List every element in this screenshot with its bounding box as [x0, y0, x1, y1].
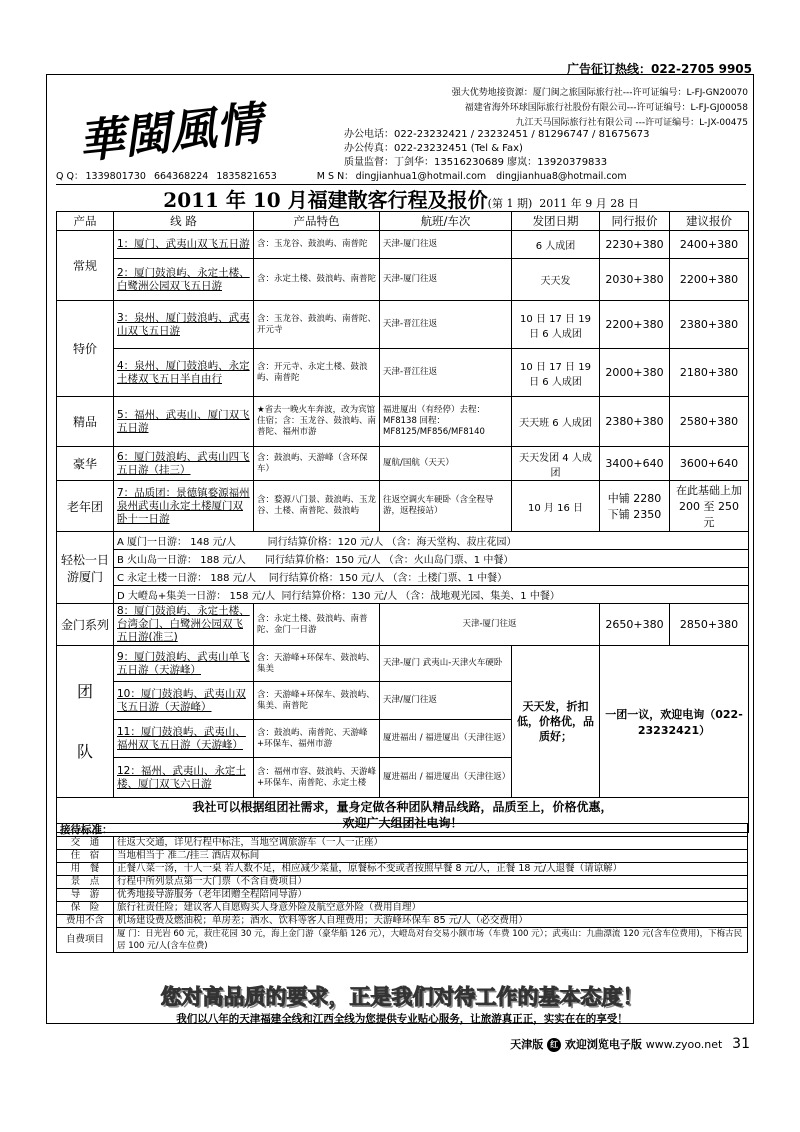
- page-footer: [470, 1036, 750, 1052]
- service-key: 交 通: [57, 837, 114, 850]
- route-cell: 12：福州、武夷山、永定土楼、厦门双飞六日游: [114, 758, 254, 798]
- feature-cell: 含：天游峰+环保车、鼓浪屿、集美: [254, 646, 380, 682]
- category-cell: [57, 646, 114, 798]
- group-label: 队: [76, 741, 93, 761]
- footer-site-link[interactable]: www.zyoo.net: [645, 1038, 723, 1051]
- service-key: 用 餐: [57, 863, 114, 876]
- service-key: 自费项目: [57, 928, 114, 953]
- col-header: 线 路: [114, 212, 254, 231]
- table-row: [57, 349, 749, 397]
- msn-label: M S N：: [316, 171, 354, 182]
- date-cell: 天天班 6 人成团: [512, 397, 600, 447]
- service-key: 费用不含: [57, 915, 114, 928]
- flight-cell: 厦进福出 / 福进厦出（天津往返）: [380, 758, 512, 798]
- page-title: [56, 184, 746, 213]
- peer-price: 中铺 2280 下铺 2350: [600, 481, 670, 532]
- brand-logo: [74, 92, 304, 172]
- category-cell: 精品: [57, 397, 114, 447]
- feature-cell: 含：福州市容、鼓浪屿、天游峰+环保车、南普陀、永定土楼: [254, 758, 380, 798]
- date-cell: 天天发团 4 人成团: [512, 447, 600, 481]
- footer-badge-icon: 红: [547, 1038, 561, 1052]
- route-cell: 4：泉州、厦门鼓浪屿、永定土楼双飞五日半自由行: [114, 349, 254, 397]
- service-value: 厦 门：日光岩 60 元，菽庄花园 30 元，海上金门游（豪华船 126 元），大嶝岛对台交易小额市场（车费 100 元）；武夷山：九曲漂流 120 元(含车位费用)，下梅古民居 100 元/人(含车位费): [114, 928, 748, 953]
- msn-address: dingjianhua8@hotmail.com: [496, 171, 627, 182]
- day-trip-name: C 永定土楼一日游：: [117, 573, 208, 584]
- ad-hotline: 广告征订热线：022-2705 9905: [566, 62, 752, 76]
- day-trip-row: [114, 586, 749, 604]
- day-trip-settle: 同行结算价格：150 元/人: [264, 555, 381, 566]
- table-row: [57, 397, 749, 447]
- col-header: 产品特色: [254, 212, 380, 231]
- day-trip-settle: 同行结算价格：130 元/人: [281, 591, 398, 602]
- service-row: [57, 863, 748, 876]
- day-trip-price: 158 元/人: [229, 591, 276, 602]
- route-cell: 7：品质团：景德镇婺源福州泉州武夷山永定土楼厦门双卧十一日游: [114, 481, 254, 532]
- flight-cell: 天津-晋江往返: [380, 301, 512, 349]
- day-trip-price: 188 元/人: [210, 573, 256, 584]
- col-header: 发团日期: [512, 212, 600, 231]
- qq-msn-row: [56, 168, 746, 185]
- service-key: 导 游: [57, 889, 114, 902]
- day-trip-name: A 厦门一日游：: [117, 537, 188, 548]
- footer-edition: 天津版: [510, 1038, 544, 1051]
- service-title: 接待标准：: [57, 824, 748, 837]
- qq-label: Q Q：: [56, 171, 84, 182]
- contact-label: 质量监督：: [344, 157, 394, 168]
- flight-cell: 厦航/国航（天天）: [380, 447, 512, 481]
- table-row: [57, 568, 749, 586]
- route-cell: 11：厦门鼓浪屿、武夷山、福州双飞五日游（天游峰）: [114, 720, 254, 758]
- route-cell: 10：厦门鼓浪屿、武夷山双飞五日游（天游峰）: [114, 682, 254, 720]
- service-value: 旅行社责任险；建议客人自愿购买人身意外险及航空意外险（费用自理）: [114, 902, 748, 915]
- category-cell: 轻松一日游厦门: [57, 532, 114, 604]
- suggest-price: 2180+380: [670, 349, 749, 397]
- office-fax: 022-23232451 (Tel & Fax): [394, 143, 523, 154]
- suggest-price: 2400+380: [670, 231, 749, 259]
- category-cell: 金门系列: [57, 604, 114, 646]
- service-value: 优秀地接导游服务（老年团赠全程陪同导游）: [114, 889, 748, 902]
- remark-line: 我社可以根据组团社需求，量身定做各种团队精品线路，品质至上，价格优惠，: [192, 800, 613, 814]
- agency-list: [358, 86, 748, 131]
- table-row: [57, 532, 749, 550]
- suggest-price: 2380+380: [670, 301, 749, 349]
- col-header: 建议报价: [670, 212, 749, 231]
- agency-line: 福建省海外环球国际旅行社股份有限公司---许可证编号：L-FJ-GJ00058: [464, 103, 748, 113]
- service-value: 正餐八菜一汤，十人一桌 若人数不足，相应减少菜量，原餐标不变或者按照早餐 8 元/人，正餐 18 元/人退餐（请谅解）: [114, 863, 748, 876]
- col-header: 产品: [57, 212, 114, 231]
- flight-cell: 天津-厦门往返: [380, 231, 512, 259]
- day-trip-settle: 同行结算价格：120 元/人: [267, 537, 384, 548]
- day-trip-incl: （含：海天堂构、菽庄花园）: [386, 537, 517, 548]
- flight-cell: 福进厦出（有经停）去程：MF8138 回程：MF8125/MF856/MF8140: [380, 397, 512, 447]
- col-header: 航班/车次: [380, 212, 512, 231]
- slogan: 您对高品质的要求，正是我们对待工作的基本态度！: [160, 984, 644, 1009]
- service-row: [57, 915, 748, 928]
- title-main: 2011 年 10 月福建散客行程及报价: [163, 188, 488, 212]
- service-row: [57, 837, 748, 850]
- date-cell: 10 日 17 日 19 日 6 人成团: [512, 349, 600, 397]
- suggest-price: 3600+640: [670, 447, 749, 481]
- day-trip-row: [114, 532, 749, 550]
- date-cell: 10 日 17 日 19 日 6 人成团: [512, 301, 600, 349]
- route-cell: 6：厦门鼓浪屿、武夷山四飞五日游（挂三）: [114, 447, 254, 481]
- table-row: [57, 604, 749, 646]
- suggest-price: 2200+380: [670, 259, 749, 301]
- service-row: [57, 902, 748, 915]
- qq-number: 664368224: [153, 171, 209, 182]
- flight-cell: 天津-厦门往返: [380, 259, 512, 301]
- suggest-price: 在此基础上加 200 至 250 元: [670, 481, 749, 532]
- peer-price: 2650+380: [600, 604, 670, 646]
- route-cell: 3：泉州、厦门鼓浪屿、武夷山双飞五日游: [114, 301, 254, 349]
- qq-number: 1339801730: [85, 171, 146, 182]
- category-cell: 老年团: [57, 481, 114, 532]
- agency-line: 强大优势地接资源：厦门闽之旅国际旅行社---许可证编号：L-FJ-GN20070: [451, 88, 748, 98]
- qq-number: 1835821653: [216, 171, 277, 182]
- flight-cell: 天津-厦门 武夷山-天津火车硬卧: [380, 646, 512, 682]
- feature-cell: 含：开元寺、永定土楼、鼓浪屿、南普陀: [254, 349, 380, 397]
- route-cell: 5：福州、武夷山、厦门双飞五日游: [114, 397, 254, 447]
- table-row: [57, 447, 749, 481]
- col-header: 同行报价: [600, 212, 670, 231]
- feature-cell: 含：婺源八门景、鼓浪屿、玉龙谷、土楼、南普陀、鼓浪屿: [254, 481, 380, 532]
- contact-block: [344, 128, 744, 170]
- feature-cell: 含：永定土楼、鼓浪屿、南普陀、金门一日游: [254, 604, 380, 646]
- table-row: [57, 646, 749, 682]
- peer-price: 2000+380: [600, 349, 670, 397]
- suggest-price: 2850+380: [670, 604, 749, 646]
- flight-cell: 厦进福出 / 福进厦出（天津往返）: [380, 720, 512, 758]
- feature-cell: 含：永定土楼、鼓浪屿、南普陀: [254, 259, 380, 301]
- date-cell: 10 月 16 日: [512, 481, 600, 532]
- contact-label: 办公传真：: [344, 143, 394, 154]
- feature-cell: 含：天游峰+环保车、鼓浪屿、集美、南普陀: [254, 682, 380, 720]
- suggest-price: 2580+380: [670, 397, 749, 447]
- itinerary-table: [56, 211, 749, 833]
- peer-price: 2230+380: [600, 231, 670, 259]
- contact-label: 办公电话：: [344, 129, 394, 140]
- service-value: 当地相当于 准二/挂三 酒店双标间: [114, 850, 748, 863]
- remark-line: 欢迎广大组团社电询！: [342, 816, 463, 830]
- table-row: [57, 550, 749, 568]
- day-trip-row: [114, 568, 749, 586]
- table-row: [57, 586, 749, 604]
- table-row: [57, 231, 749, 259]
- route-cell: 9：厦门鼓浪屿、武夷山单飞五日游（天游峰）: [114, 646, 254, 682]
- service-row: [57, 889, 748, 902]
- title-date: 2011 年 9 月 28 日: [539, 197, 639, 210]
- page-number: 31: [732, 1036, 750, 1052]
- date-cell: 6 人成团: [512, 231, 600, 259]
- table-row: [57, 259, 749, 301]
- flight-cell: 天津-晋江往返: [380, 349, 512, 397]
- day-trip-name: D 大嶝岛+集美一日游：: [117, 591, 227, 602]
- feature-cell: ★省去一晚火车奔波，改为宾馆住宿；含：玉龙谷、鼓浪屿、南普陀、福州市游: [254, 397, 380, 447]
- tagline: 我们以八年的天津福建全线和江西全线为您提供专业贴心服务，让旅游真正正，实实在在的享受！: [176, 1013, 628, 1025]
- quality-supervision: 丁剑华：13516230689 廖岚：13920379833: [394, 157, 608, 168]
- flight-cell: 往返空调火车硬卧（含全程导游，返程接站）: [380, 481, 512, 532]
- title-issue: (第 1 期): [487, 197, 533, 210]
- category-cell: 常规: [57, 231, 114, 301]
- service-value: 往返大交通，详见行程中标注，当地空调旅游车（一人一正座）: [114, 837, 748, 850]
- service-key: 住 宿: [57, 850, 114, 863]
- route-cell: 1：厦门、武夷山双飞五日游: [114, 231, 254, 259]
- service-row: [57, 928, 748, 953]
- feature-cell: 含：玉龙谷、鼓浪屿、南普陀: [254, 231, 380, 259]
- group-label: 团: [76, 681, 93, 701]
- footer-welcome: 欢迎浏览电子版: [564, 1038, 642, 1051]
- service-key: 保 险: [57, 902, 114, 915]
- brand-logo-text: 華閩風情: [75, 95, 265, 169]
- agency-line: 九江天马国际旅行社有限公司 ---许可证编号：L-JX-00475: [515, 118, 748, 128]
- day-trip-incl: （含：战地观光园、集美、1 中餐）: [400, 591, 560, 602]
- day-trip-row: [114, 550, 749, 568]
- office-phone: 022-23232421 / 23232451 / 81296747 / 81675673: [394, 129, 650, 140]
- service-standards: [56, 823, 748, 953]
- day-trip-price: 148 元/人: [190, 537, 236, 548]
- table-header-row: [57, 212, 749, 231]
- peer-price: 3400+640: [600, 447, 670, 481]
- category-cell: 豪华: [57, 447, 114, 481]
- peer-price: 2200+380: [600, 301, 670, 349]
- date-cell: 天天发: [512, 259, 600, 301]
- service-key: 景 点: [57, 876, 114, 889]
- category-cell: 特价: [57, 301, 114, 397]
- route-cell: 2：厦门鼓浪屿、永定土楼、白鹭洲公园双飞五日游: [114, 259, 254, 301]
- table-row: [57, 481, 749, 532]
- service-row: [57, 876, 748, 889]
- day-trip-incl: （含：火山岛门票、1 中餐）: [383, 555, 514, 566]
- day-trip-price: 188 元/人: [200, 555, 246, 566]
- service-value: 机场建设费及燃油税；单房差；酒水、饮料等客人自理费用；天游峰环保车 85 元/人（必交费用）: [114, 915, 748, 928]
- feature-cell: 含：鼓浪屿、天游峰（含环保车）: [254, 447, 380, 481]
- msn-address: dingjianhua1@hotmail.com: [355, 171, 487, 182]
- peer-price: 2030+380: [600, 259, 670, 301]
- feature-cell: 含：玉龙谷、鼓浪屿、南普陀、开元寺: [254, 301, 380, 349]
- service-value: 行程中所列景点第一大门票（不含自费项目）: [114, 876, 748, 889]
- peer-price: 2380+380: [600, 397, 670, 447]
- route-cell: 8：厦门鼓浪屿、永定土楼、台湾金门、白鹭洲公园双飞五日游(准三): [114, 604, 254, 646]
- day-trip-name: B 火山岛一日游：: [117, 555, 198, 566]
- feature-cell: 含：鼓浪屿、南普陀、天游峰+环保车、福州市游: [254, 720, 380, 758]
- service-row: [57, 850, 748, 863]
- group-price-cell: 一团一议，欢迎电询（022-23232421）: [600, 646, 749, 798]
- day-trip-settle: 同行结算价格：150 元/人: [268, 573, 385, 584]
- flight-cell: 天津/厦门往返: [380, 682, 512, 720]
- group-date-cell: 天天发，折扣低，价格优，品质好；: [512, 646, 600, 798]
- flight-cell: 天津-厦门往返: [380, 604, 600, 646]
- table-row: [57, 301, 749, 349]
- day-trip-incl: （含：土楼门票、1 中餐）: [387, 573, 508, 584]
